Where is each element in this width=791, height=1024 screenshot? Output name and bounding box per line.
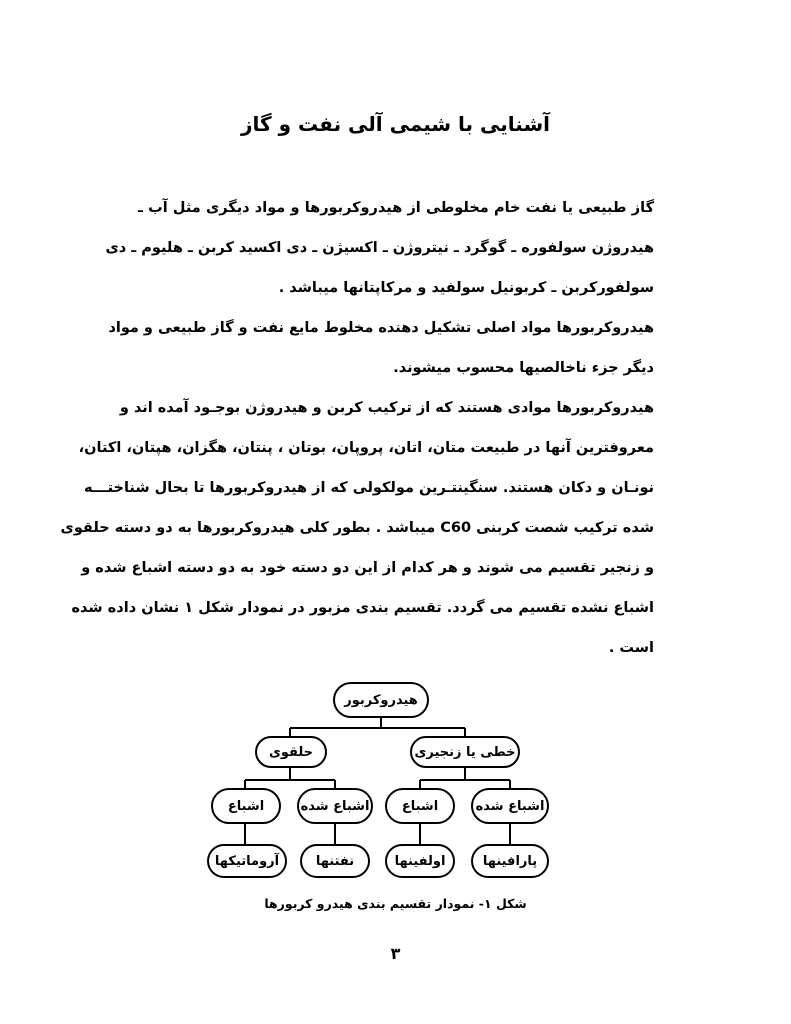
node-aromatics: آروماتیکها <box>207 844 287 878</box>
node-paraffins: پارافینها <box>471 844 549 878</box>
body-text <box>60 188 654 668</box>
figure-caption: شکل ۱- نمودار تقسیم بندی هیدرو کربورها <box>264 896 527 911</box>
text-line: هیدروکربورها موادی هستند که از ترکیب کربن و هیدروژن بوجـود آمده اند و <box>119 400 654 416</box>
node-chain-unsaturated: اشباع شده <box>471 788 549 824</box>
text-line: است . <box>608 640 654 656</box>
text-line: سولفورکربن ـ کربونیل سولفید و مرکاپتانها میباشد . <box>278 280 654 296</box>
text-line: معروفترین آنها در طبیعت متان، اتان، پروپان، بوتان ، پنتان، هگزان، هپتان، اکتان، <box>78 440 654 456</box>
node-cyclic: حلقوی <box>255 736 327 768</box>
node-olefins: اولفینها <box>385 844 455 878</box>
node-chain-saturated: اشباع <box>385 788 455 824</box>
node-linear-chain: خطی یا زنجیری <box>410 736 520 768</box>
text-line: اشباع نشده تقسیم می گردد. تقسیم بندی مزبور در نمودار شکل ۱ نشان داده شده <box>71 600 654 616</box>
node-hydrocarbon: هیدروکربور <box>333 682 429 718</box>
text-line: گاز طبیعی یا نفت خام مخلوطی از هیدروکربورها و مواد دیگری مثل آب ـ <box>138 200 654 216</box>
node-cyclic-unsaturated: اشباع شده <box>297 788 373 824</box>
text-line: هیدروژن سولفوره ـ گوگرد ـ نیتروژن ـ اکسیژن ـ دی اکسید کربن ـ هلیوم ـ دی <box>105 240 654 256</box>
text-line: و زنجیر تقسیم می شوند و هر کدام از این دو دسته خود به دو دسته اشباع شده و <box>81 560 654 576</box>
text-line: نونـان و دکان هستند. سنگینتـرین مولکولی که از هیدروکربورها تا بحال شناختـــه <box>83 480 654 496</box>
text-line: هیدروکربورها مواد اصلی تشکیل دهنده مخلوط مایع نفت و گاز طبیعی و مواد <box>108 320 654 336</box>
page-title: آشنایی با شیمی آلی نفت و گاز <box>241 112 550 136</box>
node-naphthenes: نفتنها <box>300 844 370 878</box>
hydrocarbon-classification-diagram <box>205 676 585 881</box>
text-line: شده ترکیب شصت کربنی C60 میباشد . بطور کلی هیدروکربورها به دو دسته حلقوی <box>60 520 654 536</box>
text-line: دیگر جزء ناخالصیها محسوب میشوند. <box>393 360 654 376</box>
node-cyclic-saturated: اشباع <box>211 788 281 824</box>
page-number: ۳ <box>390 944 401 963</box>
